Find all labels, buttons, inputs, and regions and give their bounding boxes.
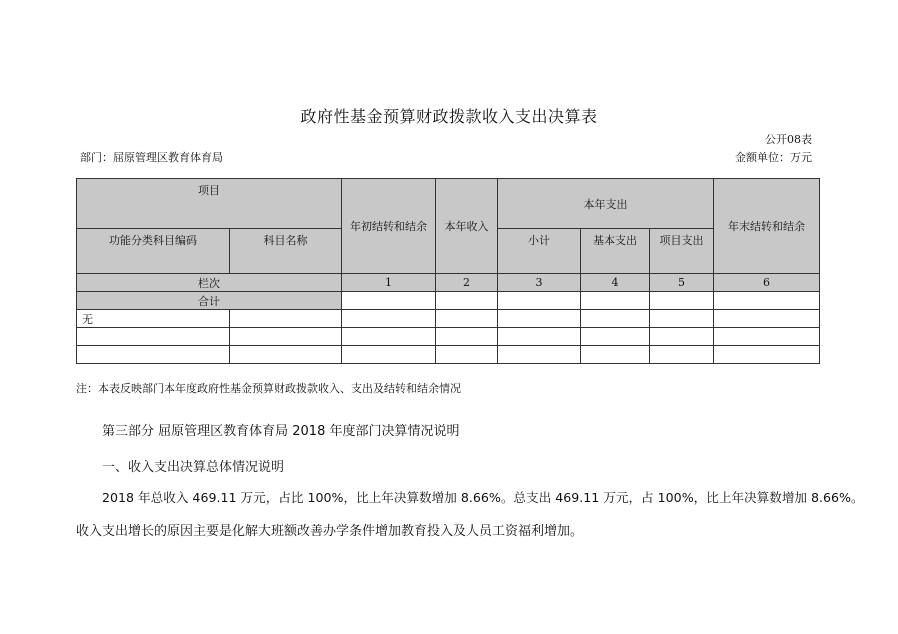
table-cell [230, 328, 342, 346]
table-cell [230, 310, 342, 328]
header-project-exp: 项目支出 [650, 229, 714, 274]
section-subheading: 一、收入支出决算总体情况说明 [102, 460, 285, 475]
summary-line-2: 收入支出增长的原因主要是化解大班额改善办学条件增加教育投入及人员工资福利增加。 [76, 524, 584, 539]
table-cell [342, 328, 436, 346]
table-cell [714, 310, 820, 328]
table-cell [77, 328, 230, 346]
table-cell [342, 346, 436, 364]
total-cell [436, 292, 498, 310]
table-cell [436, 328, 498, 346]
total-cell [342, 292, 436, 310]
table-cell [650, 310, 714, 328]
table-cell [498, 346, 581, 364]
index-col-4: 4 [581, 274, 650, 292]
table-cell [77, 346, 230, 364]
table-cell [498, 310, 581, 328]
table-cell [230, 346, 342, 364]
table-cell [436, 310, 498, 328]
table-note: 注：本表反映部门本年度政府性基金预算财政拨款收入、支出及结转和结余情况 [76, 382, 461, 395]
header-end-balance: 年末结转和结余 [714, 179, 820, 274]
index-col-2: 2 [436, 274, 498, 292]
table-cell [650, 346, 714, 364]
header-func-code: 功能分类科目编码 [77, 229, 230, 274]
header-income: 本年收入 [436, 179, 498, 274]
table-cell [498, 328, 581, 346]
table-cell [436, 346, 498, 364]
total-cell [650, 292, 714, 310]
form-number: 公开08表 [765, 133, 812, 146]
index-row-label: 栏次 [77, 274, 342, 292]
table-cell [650, 328, 714, 346]
amount-unit-label: 金额单位：万元 [735, 151, 812, 164]
total-cell [714, 292, 820, 310]
header-expenditure: 本年支出 [498, 179, 714, 229]
table-cell [581, 310, 650, 328]
fund-budget-table [76, 178, 820, 364]
total-cell [498, 292, 581, 310]
table-row [77, 310, 820, 328]
header-project: 项目 [77, 179, 342, 229]
index-col-5: 5 [650, 274, 714, 292]
department-label: 部门：屈原管理区教育体育局 [80, 151, 223, 164]
table-cell [342, 310, 436, 328]
table-row [77, 346, 820, 364]
index-col-3: 3 [498, 274, 581, 292]
table-row [77, 328, 820, 346]
header-subject-name: 科目名称 [230, 229, 342, 274]
table-cell [714, 328, 820, 346]
index-col-6: 6 [714, 274, 820, 292]
table-title: 政府性基金预算财政拨款收入支出决算表 [300, 107, 598, 126]
header-subtotal: 小计 [498, 229, 581, 274]
table-cell [581, 346, 650, 364]
summary-line-1: 2018 年总收入 469.11 万元，占比 100%，比上年决算数增加 8.66%。总支出 469.11 万元，占 100%，比上年决算数增加 8.66%。 [102, 490, 864, 505]
table-cell [714, 346, 820, 364]
section-heading: 第三部分 屈原管理区教育体育局 2018 年度部门决算情况说明 [102, 424, 460, 439]
table-cell: 无 [77, 310, 230, 328]
total-row-label: 合计 [77, 292, 342, 310]
header-begin-balance: 年初结转和结余 [342, 179, 436, 274]
table-cell [581, 328, 650, 346]
index-col-1: 1 [342, 274, 436, 292]
header-basic: 基本支出 [581, 229, 650, 274]
total-cell [581, 292, 650, 310]
